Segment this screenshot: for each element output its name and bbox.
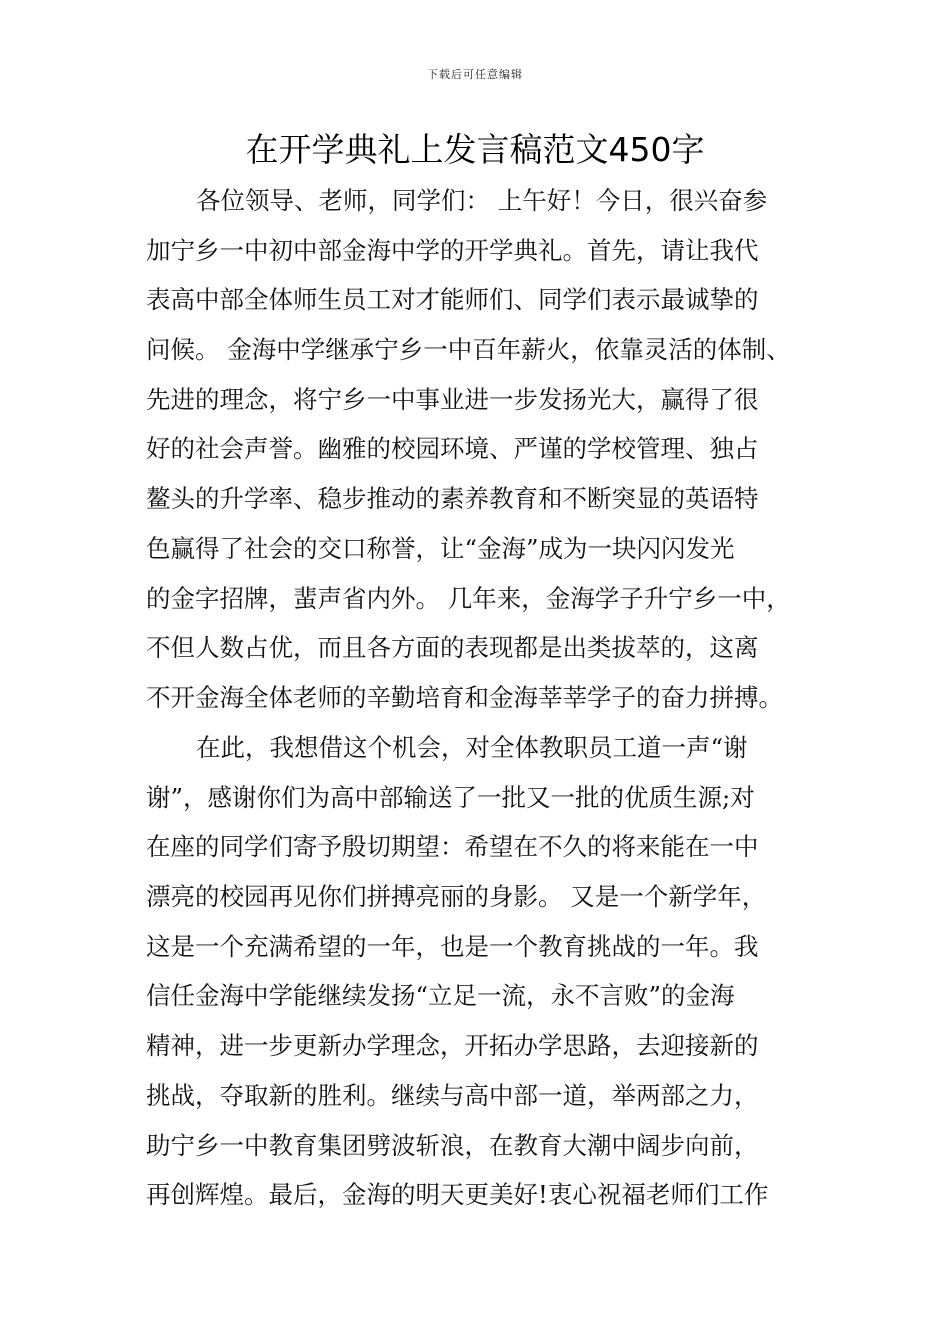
- text-line: 挑战，夺取新的胜利。继续与高中部一道，举两部之力，: [146, 1080, 759, 1110]
- text-line: 的金字招牌，蜚声省内外。 几年来，金海学子升宁乡一中，: [146, 583, 791, 613]
- text-line: 色赢得了社会的交口称誉，让“金海”成为一块闪闪发光: [146, 533, 735, 563]
- text-line: 谢”，感谢你们为高中部输送了一批又一批的优质生源;对: [146, 782, 755, 812]
- text-line: 助宁乡一中教育集团劈波斩浪，在教育大潮中阔步向前，: [146, 1130, 759, 1160]
- text-line: 表高中部全体师生员工对才能师们、同学们表示最诚挚的: [146, 285, 759, 315]
- text-line: 在座的同学们寄予殷切期望：希望在不久的将来能在一中: [146, 832, 759, 862]
- document-title: 在开学典礼上发言稿范文450字: [245, 130, 705, 169]
- header-note: 下载后可任意编辑: [427, 68, 523, 81]
- text-line: 这是一个充满希望的一年，也是一个教育挑战的一年。我: [146, 931, 759, 961]
- paragraph-2: [146, 723, 810, 1220]
- paragraph-1: [146, 176, 810, 723]
- text-line: 精神，进一步更新办学理念，开拓办学思路，去迎接新的: [146, 1031, 759, 1061]
- text-line: 不开金海全体老师的辛勤培育和金海莘莘学子的奋力拼搏。: [146, 682, 783, 712]
- text-line: 鳌头的升学率、稳步推动的素养教育和不断突显的英语特: [146, 484, 759, 514]
- text-line: 问候。 金海中学继承宁乡一中百年薪火，依靠灵活的体制、: [146, 335, 791, 365]
- text-line: 加宁乡一中初中部金海中学的开学典礼。首先，请让我代: [146, 235, 759, 265]
- text-line: 漂亮的校园再见你们拼搏亮丽的身影。 又是一个新学年，: [146, 882, 767, 912]
- text-line: 先进的理念，将宁乡一中事业进一步发扬光大，赢得了很: [146, 384, 759, 414]
- text-line: 好的社会声誉。幽雅的校园环境、严谨的学校管理、独占: [146, 434, 759, 464]
- text-line: 不但人数占优，而且各方面的表现都是出类拔萃的，这离: [146, 633, 759, 663]
- text-line: 在此，我想借这个机会，对全体教职员工道一声“谢: [196, 733, 748, 762]
- text-line: 各位领导、老师，同学们： 上午好！今日，很兴奋参: [196, 186, 768, 215]
- text-line: 再创辉煌。最后，金海的明天更美好!衷心祝福老师们工作: [146, 1180, 769, 1210]
- text-line: 信任金海中学能继续发扬“立足一流，永不言败”的金海: [146, 981, 735, 1011]
